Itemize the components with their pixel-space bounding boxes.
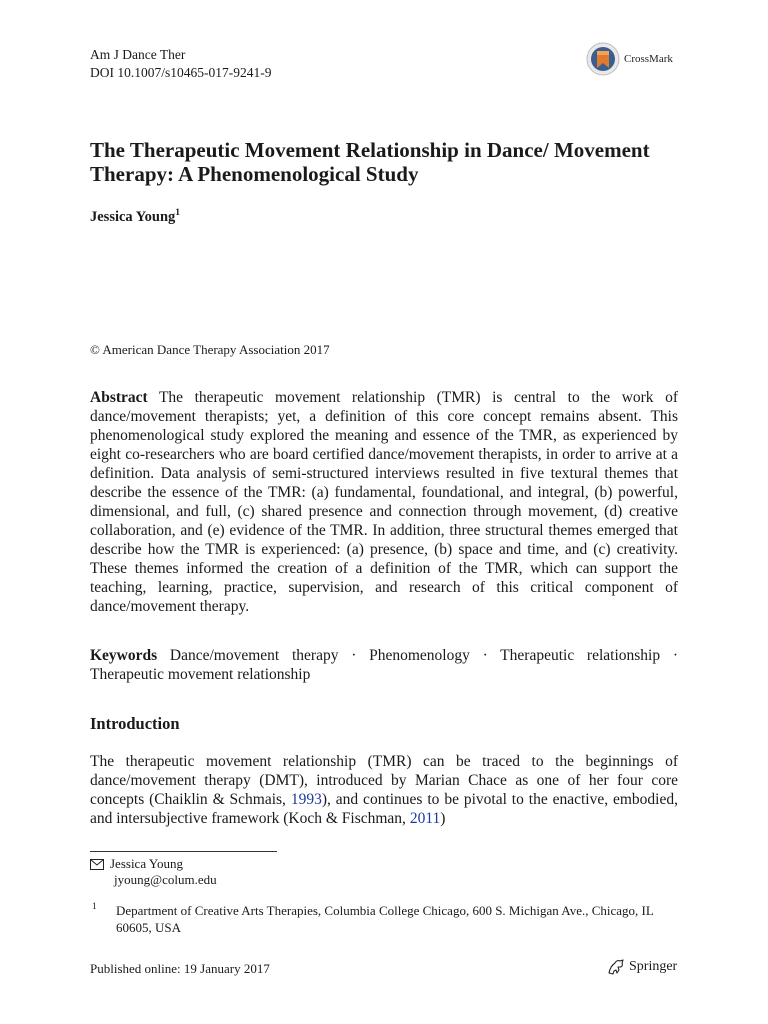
- introduction-paragraph: [90, 752, 678, 828]
- doi[interactable]: DOI 10.1007/s10465-017-9241-9: [90, 65, 272, 80]
- published-date: Published online: 19 January 2017: [90, 961, 270, 976]
- envelope-icon: [90, 859, 104, 870]
- affiliation-mark: 1: [175, 208, 181, 218]
- contact-email[interactable]: jyoung@colum.edu: [114, 872, 217, 887]
- journal-header: [90, 46, 272, 82]
- crossmark-icon: [586, 42, 620, 76]
- abstract: [90, 388, 678, 616]
- crossmark-label: CrossMark: [624, 53, 673, 65]
- publisher-name: Springer: [629, 959, 678, 974]
- affiliation-number: 1: [92, 902, 97, 912]
- contact-name: Jessica Young: [110, 856, 183, 871]
- article-title: The Therapeutic Movement Relationship in Dance/ Movement Therapy: A Phenomenological Study: [90, 138, 650, 186]
- introduction-heading: Introduction: [90, 714, 180, 733]
- keywords-text: Dance/movement therapy · Phenomenology · Therapeutic relationship · Therapeutic movement relationship: [90, 647, 679, 683]
- springer-horse-icon: [607, 959, 625, 975]
- keywords: [90, 646, 678, 684]
- publisher-logo: [607, 959, 677, 975]
- citation-link-1993[interactable]: 1993: [290, 791, 322, 808]
- crossmark-badge[interactable]: [586, 42, 673, 76]
- author-line: [90, 208, 180, 226]
- intro-text-2: ), and continues to be pivotal to the enactive, embodied, and intersubjective framework (Koch & Fischman,: [90, 791, 678, 827]
- copyright-notice: © American Dance Therapy Association 2017: [90, 342, 330, 357]
- intro-text-3: ): [440, 810, 446, 827]
- corresponding-author: [90, 856, 217, 888]
- keywords-label: Keywords: [90, 647, 158, 664]
- citation-link-2011[interactable]: 2011: [409, 810, 441, 827]
- intro-text-1: The therapeutic movement relationship (TMR) can be traced to the beginnings of dance/movement therapy (DMT), introduced by Marian Chace as one of her four core concepts (Chaiklin & Schmais,: [90, 753, 678, 808]
- abstract-label: Abstract: [90, 389, 148, 406]
- abstract-text: The therapeutic movement relationship (TMR) is central to the work of dance/movement therapists; yet, a definition of this core concept remains absent. This phenomenological study explored the meaning and essence of the TMR, as experienced by eight co-researchers who are board certified dance/movement therapists, in order to arrive at a definition. Data analysis of semi-structured interviews resulted in five textural themes that describe the essence of the TMR: (a) fundamental, foundational, and integral, (b) powerful, dimensional, and full, (c) shared presence and connection through movement, (d) creative collaboration, and (e) evidence of the TMR. In addition, three structural themes emerged that describe how the TMR is experienced: (a) presence, (b) space and time, and (c) creativity. These themes informed the creation of a definition of the TMR, which can support the teaching, learning, practice, supervision, and research of this critical component of dance/movement therapy.: [90, 389, 678, 615]
- footnote-divider: [90, 851, 277, 852]
- affiliation-text: Department of Creative Arts Therapies, Columbia College Chicago, 600 S. Michigan Ave., Chicago, IL 60605, USA: [116, 903, 654, 935]
- journal-name: Am J Dance Ther: [90, 47, 186, 62]
- author-name[interactable]: Jessica Young: [90, 208, 176, 225]
